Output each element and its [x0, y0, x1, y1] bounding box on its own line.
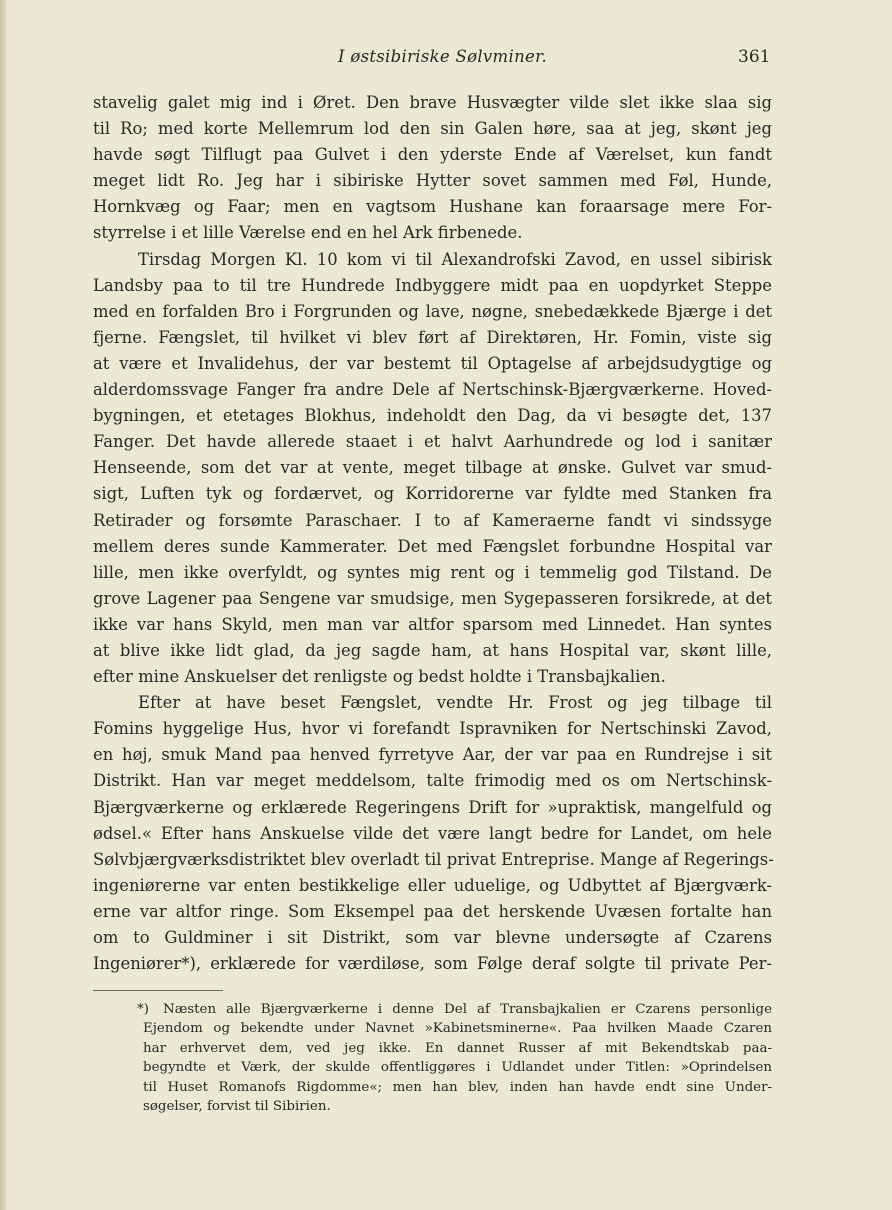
footnote-line: Ejendom og bekendte under Navnet »Kabinetsminerne«. Paa hvilken Maade Czaren — [143, 1021, 772, 1037]
footnote-rule — [93, 990, 223, 991]
page-number: 361 — [738, 47, 771, 67]
text-line: Fomins hyggelige Hus, hvor vi forefandt Ispravniken for Nertschinski Zavod, — [93, 719, 772, 739]
text-line: Efter at have beset Fængslet, vendte Hr. Frost og jeg tilbage til — [138, 693, 772, 713]
text-line: til Ro; med korte Mellemrum lod den sin Galen høre, saa at jeg, skønt jeg — [93, 119, 772, 139]
footnote-marker: *) — [137, 1002, 149, 1017]
footnote-line: har erhvervet dem, ved jeg ikke. En dannet Russer af mit Bekendtskab paa- — [143, 1040, 772, 1056]
text-line: stavelig galet mig ind i Øret. Den brave Husvægter vilde slet ikke slaa sig — [93, 93, 772, 112]
running-head — [0, 47, 892, 71]
text-line: om to Guldminer i sit Distrikt, som var blevne undersøgte af Czarens — [93, 928, 772, 947]
text-line: meget lidt Ro. Jeg har i sibiriske Hytter sovet sammen med Føl, Hunde, — [93, 171, 772, 191]
text-line: styrrelse i et lille Værelse end en hel Ark firbenede. — [93, 223, 523, 243]
text-line: ikke var hans Skyld, men man var altfor sparsom med Linnedet. Han syntes — [93, 614, 772, 634]
text-line: ødsel.« Efter hans Anskuelse vilde det være langt bedre for Landet, om hele — [93, 823, 772, 843]
body-text — [93, 90, 772, 977]
text-line: mellem deres sunde Kammerater. Det med Fængslet forbundne Hospital var — [93, 536, 772, 556]
text-line: Henseende, som det var at vente, meget tilbage at ønske. Gulvet var smud- — [93, 458, 772, 478]
text-line: at være et Invalidehus, der var bestemt til Optagelse af arbejdsudygtige og — [93, 353, 772, 373]
text-line: erne var altfor ringe. Som Eksempel paa det herskende Uvæsen fortalte han — [93, 901, 772, 921]
text-line: sigt, Luften tyk og fordærvet, og Korridorerne var fyldte med Stanken fra — [93, 484, 772, 504]
footnote-line: begyndte et Værk, der skulde offentliggøres i Udlandet under Titlen: »Oprindelsen — [143, 1060, 772, 1076]
text-line: en høj, smuk Mand paa henved fyrretyve Aar, der var paa en Rundrejse i sit — [93, 745, 772, 765]
text-line: efter mine Anskuelser det renligste og bedst holdte i Transbajkalien. — [93, 667, 666, 687]
text-line: fjerne. Fængslet, til hvilket vi blev ført af Direktøren, Hr. Fomin, viste sig — [93, 327, 772, 347]
page-edge — [0, 0, 7, 1210]
footnote-line: søgelser, forvist til Sibirien. — [143, 1098, 331, 1114]
running-title: I østsibiriske Sølvminer. — [338, 47, 547, 66]
text-line: Bjærgværkerne og erklærede Regeringens Drift for »upraktisk, mangelfuld og — [93, 797, 772, 817]
text-line: ingeniørerne var enten bestikkelige eller uduelige, og Udbyttet af Bjærgværk- — [93, 875, 772, 895]
text-line: Sølvbjærgværksdistriktet blev overladt til privat Entreprise. Mange af Regerings- — [93, 849, 774, 869]
text-line: grove Lagener paa Sengene var smudsige, men Sygepasseren forsikrede, at det — [93, 588, 772, 608]
footnote-line: Næsten alle Bjærgværkerne i denne Del af Transbajkalien er Czarens personlige — [163, 1002, 772, 1017]
text-line: Distrikt. Han var meget meddelsom, talte frimodig med os om Nertschinsk- — [93, 771, 772, 791]
text-line: Landsby paa to til tre Hundrede Indbyggere midt paa en uopdyrket Steppe — [93, 275, 772, 295]
footnote-line: til Huset Romanofs Rigdomme«; men han blev, inden han havde endt sine Under- — [143, 1079, 772, 1095]
text-line: alderdomssvage Fanger fra andre Dele af Nertschinsk-Bjærgværkerne. Hoved- — [93, 380, 772, 400]
text-line: Fanger. Det havde allerede staaet i et halvt Aarhundrede og lod i sanitær — [93, 432, 772, 452]
text-line: havde søgt Tilflugt paa Gulvet i den yderste Ende af Værelset, kun fandt — [93, 145, 772, 165]
text-line: Ingeniører*), erklærede for værdiløse, som Følge deraf solgte til private Per- — [93, 954, 772, 974]
text-line: bygningen, et etetages Blokhus, indeholdt den Dag, da vi besøgte det, 137 — [93, 406, 772, 426]
text-line: Hornkvæg og Faar; men en vagtsom Hushane kan foraarsage mere For- — [93, 197, 772, 217]
text-line: med en forfalden Bro i Forgrunden og lave, nøgne, snebedækkede Bjærge i det — [93, 301, 772, 321]
text-line: at blive ikke lidt glad, da jeg sagde ham, at hans Hospital var, skønt lille, — [93, 640, 772, 660]
text-line: lille, men ikke overfyldt, og syntes mig rent og i temmelig god Tilstand. De — [93, 562, 772, 582]
text-line: Retirader og forsømte Paraschaer. I to af Kameraerne fandt vi sindssyge — [93, 510, 772, 530]
text-line: Tirsdag Morgen Kl. 10 kom vi til Alexandrofski Zavod, en ussel sibirisk — [138, 249, 772, 269]
footnote — [137, 1000, 772, 1116]
